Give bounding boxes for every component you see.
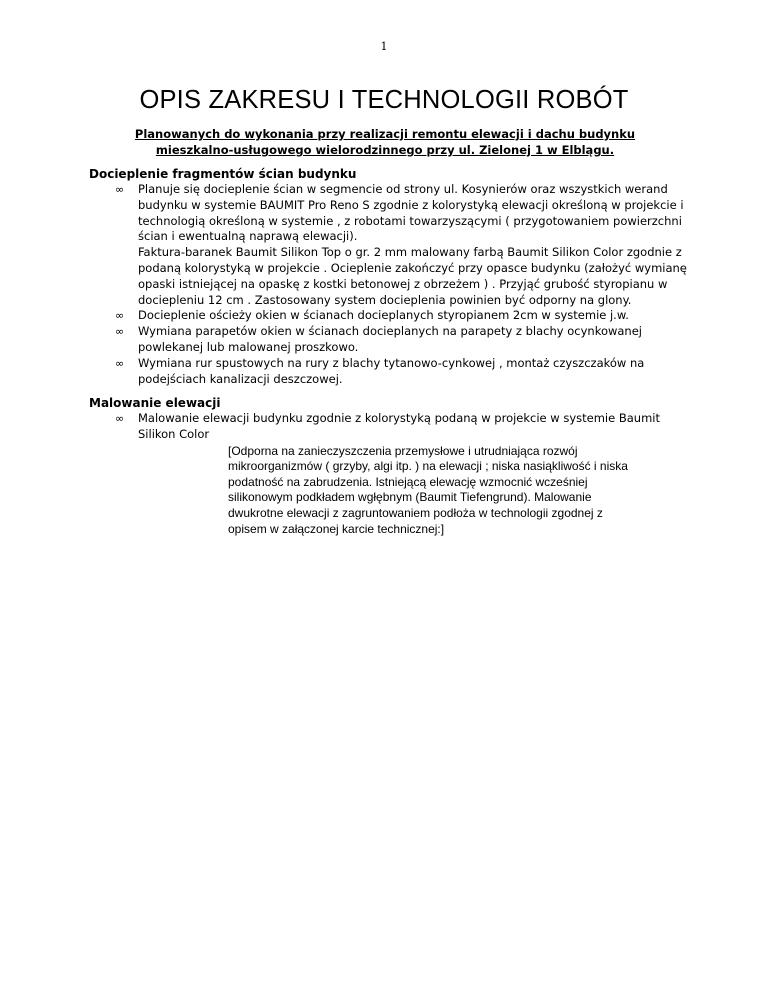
list-item-text: Planuje się docieplenie ścian w segmencie od strony ul. Kosynierów oraz wszystkich werand budynku w systemie BAUMIT Pro Reno S zgodnie z kolorystyką elewacji określoną w projekcie i technologią określoną w systemie , z robotami towarzyszącymi ( przygotowaniem powierzchni ścian i ewentualną naprawą elewacji). — [138, 182, 684, 244]
list-item-text: Wymiana rur spustowych na rury z blachy tytanowo-cynkowej , montaż czyszczaków na podejściach kanalizacji deszczowej. — [138, 355, 645, 386]
page-number: 1 — [380, 40, 388, 53]
bullet-list — [89, 411, 689, 443]
bullet-icon: ∞ — [115, 412, 125, 425]
document-title: OPIS ZAKRESU I TECHNOLOGII ROBÓT — [139, 86, 629, 114]
section-heading: Malowanie elewacji — [89, 396, 221, 410]
list-item — [89, 182, 689, 308]
list-item — [89, 356, 689, 388]
bullet-icon: ∞ — [115, 309, 125, 323]
bullet-icon: ∞ — [115, 183, 125, 196]
bullet-list — [89, 182, 689, 387]
list-item-text: Wymiana parapetów okien w ścianach docieplanych na parapety z blachy ocynkowanej powlekanej lub malowanej proszkowo. — [138, 324, 642, 354]
subtitle-line: Planowanych do wykonania przy realizacji remontu elewacji i dachu budynku — [134, 127, 636, 141]
technical-note: [Odporna na zanieczyszczenia przemysłowe i utrudniająca rozwój mikroorganizmów ( grzyby, algi itp. ) na elewacji ; niska nasiąkliwość i niska podatność na zabrudzenia. Istniejącą elewację wzmocnić wcześniej silikonowym podkładem wgłębnym (Baumit Tiefengrund). Malowanie dwukrotne elewacji z zagruntowaniem podłoża w technologii zgodnej z opisem w załączonej karcie technicznej:] — [228, 443, 628, 536]
list-item-text: Malowanie elewacji budynku zgodnie z kolorystyką podaną w projekcie w systemie Baumit Silikon Color — [138, 411, 660, 441]
section-heading: Docieplenie fragmentów ścian budynku — [89, 167, 357, 181]
section-insulation — [89, 166, 689, 387]
subtitle-line: mieszkalno-usługowego wielorodzinnego przy ul. Zielonej 1 w Elblągu. — [155, 143, 615, 157]
list-item-text: Faktura-baranek Baumit Silikon Top o gr. 2 mm malowany farbą Baumit Silikon Color zgodnie z podaną kolorystyką w projekcie . Ocieplenie zakończyć przy opasce budynku (założyć wymianę opaski istniejącej na opaskę z kostki betonowej z obrzeżem ) . Przyjąć grubość styropianu w dociepleniu 12 cm . Zastosowany system docieplenia powinien być odporny na glony. — [138, 245, 687, 307]
bullet-icon: ∞ — [115, 325, 125, 339]
list-item-text: Docieplenie ościeży okien w ścianach docieplanych styropianem 2cm w systemie j.w. — [138, 308, 629, 323]
list-item — [89, 411, 689, 443]
section-painting — [89, 395, 689, 537]
list-item — [89, 324, 689, 356]
bullet-icon: ∞ — [115, 356, 125, 370]
document-subtitle — [80, 126, 690, 158]
list-item — [89, 308, 689, 324]
